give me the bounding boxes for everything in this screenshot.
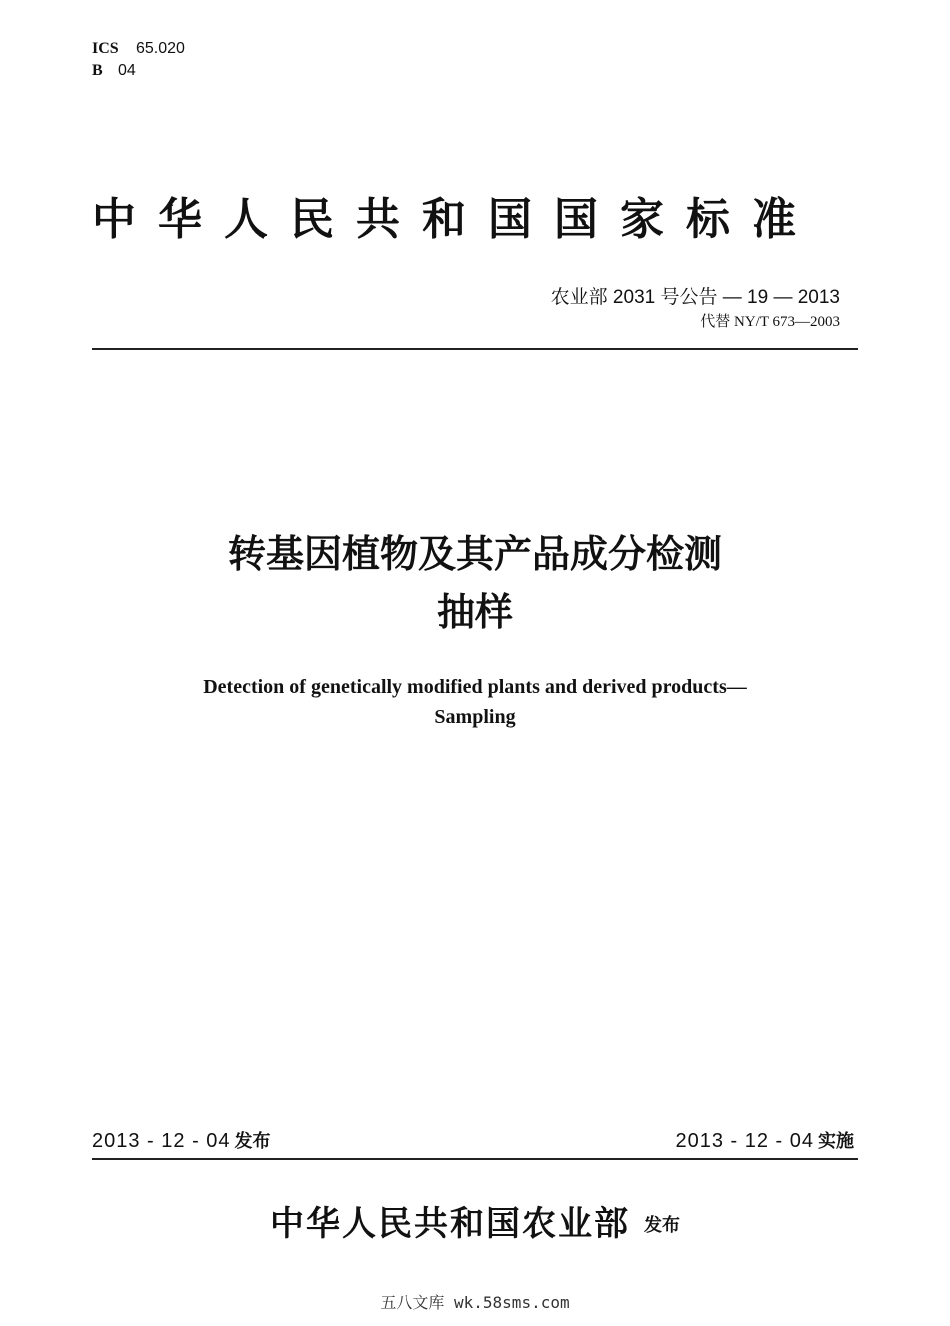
ics-code (92, 38, 185, 60)
footer-divider (92, 1158, 858, 1160)
issue-date (92, 1127, 271, 1153)
national-standard-heading: 中华人民共和国国家标准 (92, 194, 818, 245)
replaces-standard: 代替 NY/T 673—2003 (700, 314, 840, 330)
title-english-line1: Detection of genetically modified plants and derived products— (203, 676, 747, 698)
title-english-line2: Sampling (434, 706, 516, 728)
classification-codes (92, 38, 185, 82)
ccs-code (92, 60, 185, 82)
effective-date-value: 2013 - 12 - 04 (675, 1130, 814, 1152)
title-chinese-line2: 抽样 (436, 590, 513, 634)
ics-value: 65.020 (136, 40, 185, 57)
effective-date (675, 1127, 854, 1153)
issue-date-label: 发布 (234, 1131, 271, 1152)
header-divider (92, 348, 858, 350)
standard-number: 农业部 2031 号公告 — 19 — 2013 (550, 287, 840, 308)
issue-date-value: 2013 - 12 - 04 (92, 1130, 231, 1152)
ccs-label: B (92, 62, 103, 79)
ics-label: ICS (92, 40, 119, 57)
ccs-value: 04 (118, 62, 136, 79)
title-chinese-line1: 转基因植物及其产品成分检测 (227, 532, 722, 576)
watermark-text: 五八文库 wk.58sms.com (380, 1293, 570, 1312)
publisher-name: 中华人民共和国农业部 (270, 1204, 630, 1244)
effective-date-label: 实施 (818, 1131, 854, 1152)
publisher (0, 1196, 950, 1245)
publisher-label: 发布 (644, 1215, 680, 1236)
